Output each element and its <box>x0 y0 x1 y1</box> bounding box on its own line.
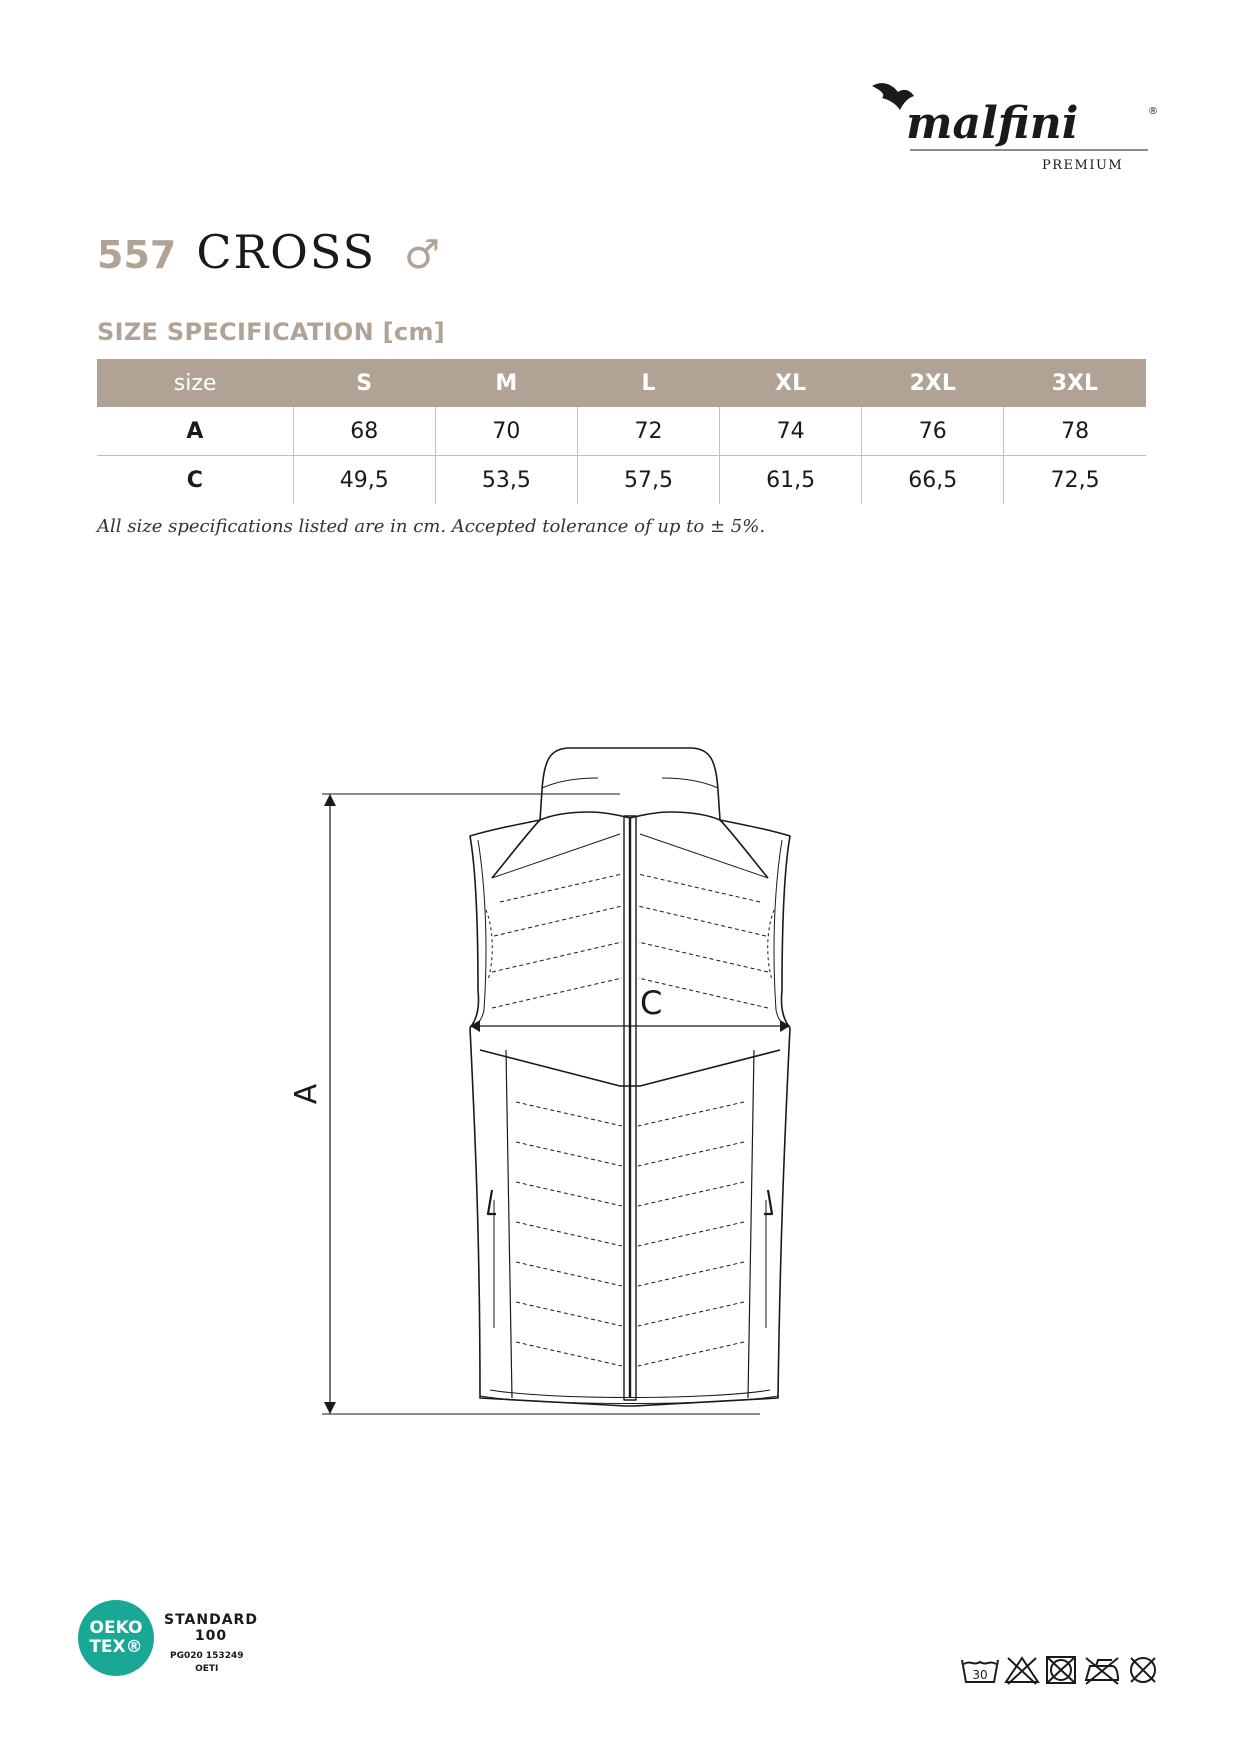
brand-logo <box>870 76 1160 176</box>
oeko-cert-number: PG020 153249 OETI <box>170 1651 244 1674</box>
oeko-tex-badge <box>78 1600 278 1680</box>
table-header-row <box>97 359 1146 407</box>
product-code: 557 <box>97 233 177 277</box>
brand-wordmark: malfini <box>906 98 1079 149</box>
registered-mark: ® <box>1148 106 1158 117</box>
no-tumble-dry-icon <box>1044 1654 1078 1686</box>
header-l: L <box>577 359 719 407</box>
oeko-tex-logo <box>78 1600 154 1676</box>
product-name: CROSS <box>196 225 377 279</box>
oeko-line2: TEX® <box>89 1637 143 1657</box>
svg-text:30: 30 <box>972 1668 988 1682</box>
table-cell: 72,5 <box>1004 456 1146 505</box>
size-table <box>97 359 1146 504</box>
oeko-line1: OEKO <box>89 1618 143 1638</box>
table-cell: 53,5 <box>435 456 577 505</box>
table-cell: 76 <box>862 407 1004 456</box>
no-iron-icon <box>1082 1654 1122 1686</box>
table-cell: 72 <box>577 407 719 456</box>
oeko-standard: STANDARD 100 <box>164 1612 258 1644</box>
header-xl: XL <box>720 359 862 407</box>
header-3xl: 3XL <box>1004 359 1146 407</box>
header-size: size <box>97 359 293 407</box>
table-cell: 66,5 <box>862 456 1004 505</box>
table-cell: 49,5 <box>293 456 435 505</box>
wash-30-icon <box>960 1654 1000 1686</box>
care-icons <box>960 1652 1160 1688</box>
row-label: C <box>186 467 203 493</box>
header-2xl: 2XL <box>862 359 1004 407</box>
spec-heading: SIZE SPECIFICATION [cm] <box>97 318 446 346</box>
label-a: A <box>289 1083 324 1105</box>
product-title <box>97 225 440 285</box>
no-bleach-icon <box>1004 1654 1040 1686</box>
table-cell: 70 <box>435 407 577 456</box>
male-icon: ♂ <box>404 232 440 278</box>
brand-premium-label: PREMIUM <box>1042 158 1124 173</box>
table-cell: 57,5 <box>577 456 719 505</box>
table-cell: 74 <box>720 407 862 456</box>
table-cell: 78 <box>1004 407 1146 456</box>
header-m: M <box>435 359 577 407</box>
table-row <box>97 407 1146 456</box>
table-cell: 61,5 <box>720 456 862 505</box>
vest-diagram <box>280 730 920 1420</box>
table-row <box>97 456 1146 505</box>
header-s: S <box>293 359 435 407</box>
no-dry-clean-icon <box>1126 1654 1160 1686</box>
table-cell: 68 <box>293 407 435 456</box>
tolerance-note: All size specifications listed are in cm. Accepted tolerance of up to ± 5%. <box>97 516 766 537</box>
label-c: C <box>640 984 663 1022</box>
row-label: A <box>97 407 293 456</box>
